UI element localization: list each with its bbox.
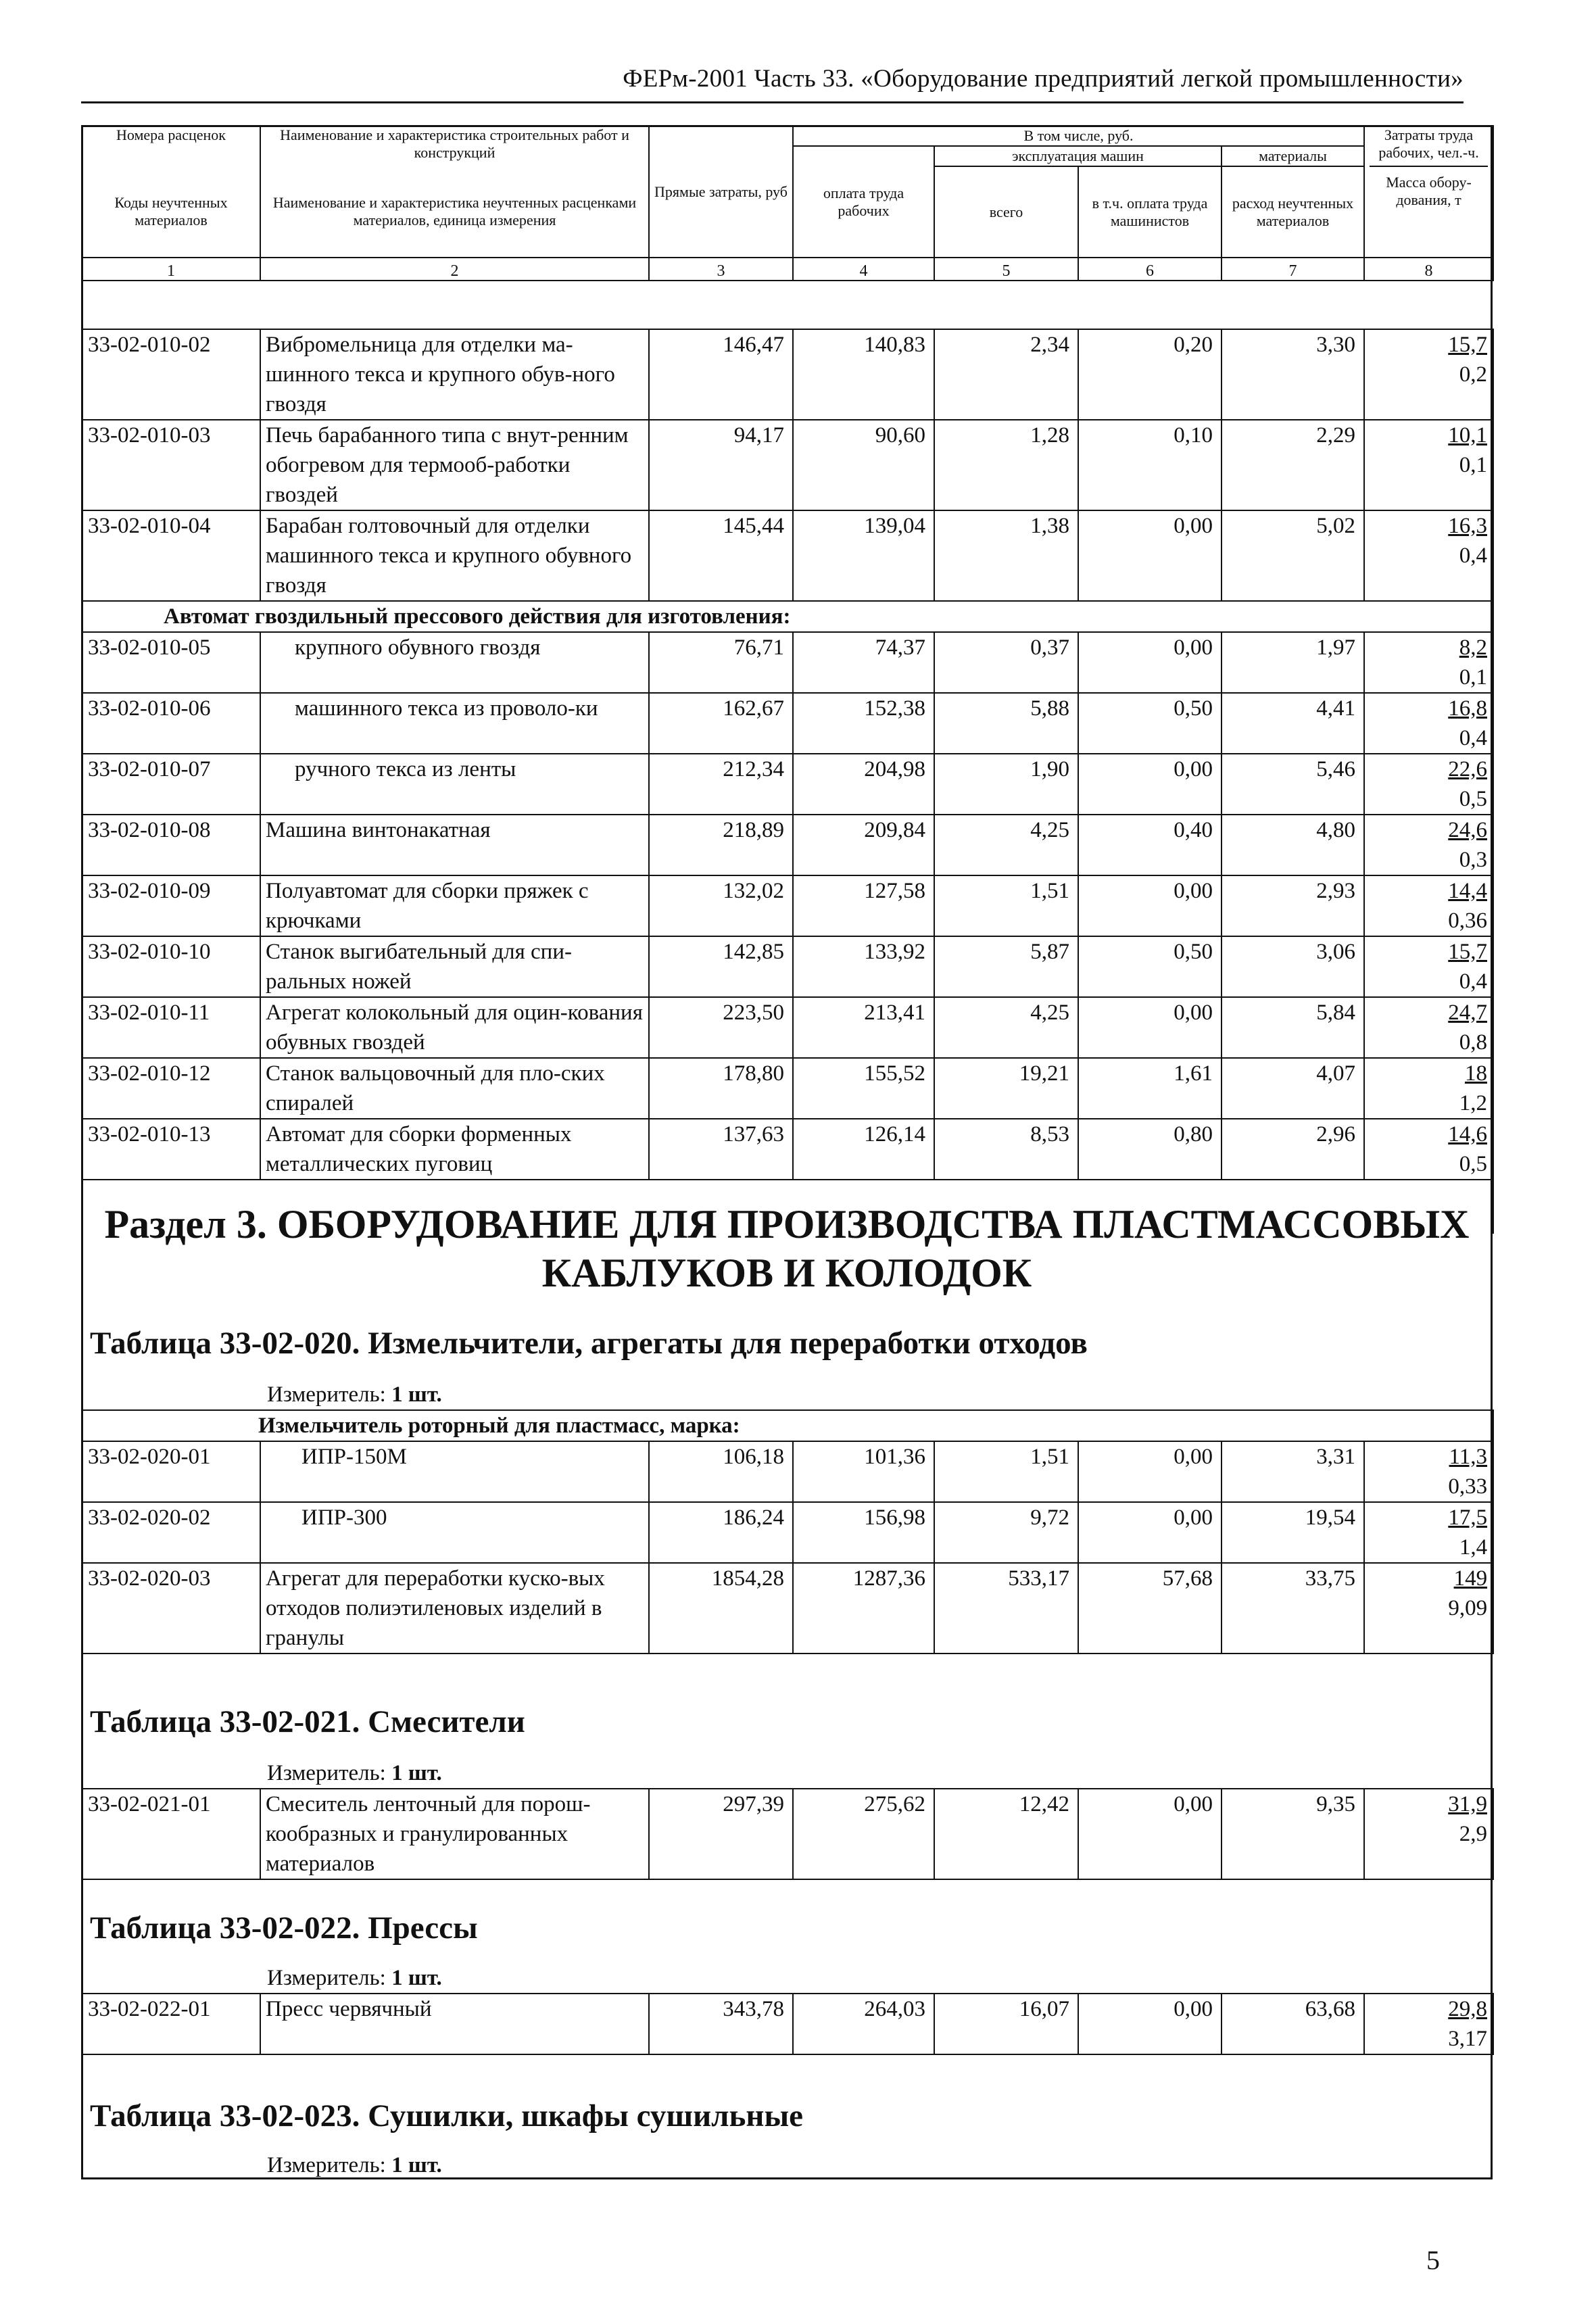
machines-total: 1,51 [934, 875, 1078, 936]
equipment-mass: 0,8 [1459, 1030, 1487, 1055]
materials-cost: 2,96 [1222, 1119, 1364, 1180]
labor-mass-cell [1364, 997, 1493, 1058]
mass-label: Масса обору-дования, т [1386, 174, 1472, 208]
equipment-mass: 0,5 [1459, 787, 1487, 811]
work-name: Вибромельница для отделки ма-шинного текса и крупного обув-ного гвоздя [260, 329, 649, 420]
column-number: 3 [649, 258, 793, 281]
labor-pay: 1287,36 [793, 1563, 934, 1654]
work-name: Машина винтонакатная [260, 815, 649, 875]
machinist-pay: 0,00 [1078, 875, 1222, 936]
direct-costs: 146,47 [649, 329, 793, 420]
labor-hours: 11,3 [1449, 1445, 1488, 1469]
column-number: 1 [82, 258, 260, 281]
measure-022 [267, 1966, 442, 1991]
work-name: Полуавтомат для сборки пряжек с крючками [260, 875, 649, 936]
machines-total: 1,28 [934, 420, 1078, 510]
rate-code: 33-02-010-04 [82, 510, 260, 601]
labor-hours: 8,2 [1459, 635, 1487, 660]
materials-cost: 33,75 [1222, 1563, 1364, 1654]
running-header: ФЕРм-2001 Часть 33. «Оборудование предприятий легкой промышленности» [623, 65, 1464, 93]
unaccounted-materials-label: расход неучтенных материалов [1222, 166, 1364, 258]
labor-pay: 140,83 [793, 329, 934, 420]
rate-code: 33-02-010-12 [82, 1058, 260, 1119]
labor-hours: 22,6 [1448, 757, 1487, 781]
direct-costs: 186,24 [649, 1502, 793, 1563]
rate-code: 33-02-010-03 [82, 420, 260, 510]
machinist-pay: 0,00 [1078, 1441, 1222, 1502]
labor-hours: 15,7 [1448, 333, 1487, 357]
table-row [82, 1789, 1493, 1879]
labor-pay: 126,14 [793, 1119, 934, 1180]
materials-cost: 4,07 [1222, 1058, 1364, 1119]
labor-pay: 74,37 [793, 632, 934, 693]
equipment-mass: 1,4 [1459, 1535, 1488, 1560]
direct-costs: 218,89 [649, 815, 793, 875]
machines-total: 4,25 [934, 815, 1078, 875]
equipment-mass: 0,2 [1459, 362, 1487, 387]
machines-total: 5,88 [934, 693, 1078, 754]
table-row [82, 754, 1493, 815]
machines-total: 4,25 [934, 997, 1078, 1058]
machines-total: 12,42 [934, 1789, 1078, 1879]
materials-cost: 2,29 [1222, 420, 1364, 510]
labor-pay: 155,52 [793, 1058, 934, 1119]
section-title-line: Раздел 3. ОБОРУДОВАНИЕ ДЛЯ ПРОИЗВОДСТВА ПЛАСТМАССОВЫХ [104, 1202, 1470, 1247]
table-row [82, 1441, 1493, 1502]
in-total-label: В том числе, руб. [793, 126, 1364, 146]
materials-label: материалы [1222, 146, 1364, 166]
labor-pay: 101,36 [793, 1441, 934, 1502]
rate-code: 33-02-010-08 [82, 815, 260, 875]
machinist-pay: 0,40 [1078, 815, 1222, 875]
rate-code: 33-02-010-10 [82, 936, 260, 997]
measure-021 [267, 1761, 442, 1786]
machinist-pay: 0,00 [1078, 754, 1222, 815]
materials-cost: 4,80 [1222, 815, 1364, 875]
col1-bottom-label: Коды неучтенных материалов [82, 166, 260, 258]
group-heading: Автомат гвоздильный прессового действия для изготовления: [82, 601, 1493, 632]
labor-hours: 18 [1465, 1061, 1487, 1086]
machines-total: 1,38 [934, 510, 1078, 601]
equipment-mass: 3,17 [1448, 2027, 1487, 2051]
direct-costs: 1854,28 [649, 1563, 793, 1654]
materials-cost: 9,35 [1222, 1789, 1364, 1879]
labor-hours: 17,5 [1448, 1505, 1488, 1530]
materials-cost: 2,93 [1222, 875, 1364, 936]
col2-top-label: Наименование и характеристика строительных работ и конструкций [260, 126, 649, 166]
machinist-pay: 0,00 [1078, 997, 1222, 1058]
direct-costs: 297,39 [649, 1789, 793, 1879]
table-row [82, 815, 1493, 875]
table-row [82, 1994, 1493, 2054]
rate-code: 33-02-021-01 [82, 1789, 260, 1879]
labor-pay: 133,92 [793, 936, 934, 997]
labor-mass-cell [1364, 329, 1493, 420]
machinist-pay-label: в т.ч. оплата труда машинистов [1078, 166, 1222, 258]
labor-mass-cell [1364, 1119, 1493, 1180]
equipment-mass: 0,4 [1459, 726, 1487, 750]
machinist-pay: 0,10 [1078, 420, 1222, 510]
measure-value: 1 шт. [391, 1761, 442, 1785]
machines-total: 533,17 [934, 1563, 1078, 1654]
machinist-pay: 0,50 [1078, 693, 1222, 754]
labor-pay-label: оплата труда рабочих [793, 146, 934, 258]
labor-pay: 127,58 [793, 875, 934, 936]
labor-hours: 29,8 [1448, 1997, 1487, 2021]
measure-023 [267, 2153, 442, 2178]
labor-mass-cell [1364, 1789, 1493, 1879]
labor-hours-label: Затраты труда рабочих, чел.-ч. [1370, 126, 1488, 167]
rate-code: 33-02-010-05 [82, 632, 260, 693]
table-022-title: Таблица 33-02-022. Прессы [90, 1910, 478, 1946]
measure-label: Измеритель: [267, 1382, 386, 1407]
direct-costs: 137,63 [649, 1119, 793, 1180]
table-020-title: Таблица 33-02-020. Измельчители, агрегаты для переработки отходов [90, 1326, 1088, 1361]
section-3-title [81, 1200, 1493, 1297]
machines-total: 1,51 [934, 1441, 1078, 1502]
work-name: машинного текса из проволо-ки [260, 693, 649, 754]
labor-mass-cell [1364, 936, 1493, 997]
column-number: 4 [793, 258, 934, 281]
machines-total: 19,21 [934, 1058, 1078, 1119]
labor-pay: 209,84 [793, 815, 934, 875]
labor-pay: 139,04 [793, 510, 934, 601]
labor-hours: 10,1 [1448, 423, 1487, 448]
work-name: Барабан голтовочный для отделки машинного текса и крупного обувного гвоздя [260, 510, 649, 601]
column-numbers-row [82, 258, 1493, 281]
column-number: 6 [1078, 258, 1222, 281]
equipment-mass: 0,5 [1459, 1152, 1487, 1176]
equipment-mass: 0,4 [1459, 969, 1487, 994]
machinist-pay: 0,00 [1078, 1789, 1222, 1879]
labor-mass-cell [1364, 1058, 1493, 1119]
table-row [82, 420, 1493, 510]
labor-mass-cell [1364, 1563, 1493, 1654]
labor-mass-label [1364, 126, 1493, 258]
table-33-02-021 [81, 1788, 1494, 1880]
rate-code: 33-02-022-01 [82, 1994, 260, 2054]
machinist-pay: 0,80 [1078, 1119, 1222, 1180]
direct-costs: 94,17 [649, 420, 793, 510]
column-number: 8 [1364, 258, 1493, 281]
labor-hours: 14,4 [1448, 879, 1487, 903]
machines-total: 8,53 [934, 1119, 1078, 1180]
labor-mass-cell [1364, 693, 1493, 754]
materials-cost: 63,68 [1222, 1994, 1364, 2054]
machines-total-label: всего [934, 166, 1078, 258]
direct-costs: 162,67 [649, 693, 793, 754]
machines-label: эксплуатация машин [934, 146, 1222, 166]
direct-costs: 178,80 [649, 1058, 793, 1119]
labor-mass-cell [1364, 754, 1493, 815]
labor-hours: 16,8 [1448, 696, 1487, 721]
table-row [82, 875, 1493, 936]
section-title-line: КАБЛУКОВ И КОЛОДОК [541, 1251, 1032, 1295]
table-row [82, 632, 1493, 693]
labor-pay: 275,62 [793, 1789, 934, 1879]
work-name: ручного текса из ленты [260, 754, 649, 815]
machines-total: 0,37 [934, 632, 1078, 693]
table-33-02-020 [81, 1409, 1494, 1654]
direct-costs: 142,85 [649, 936, 793, 997]
materials-cost: 1,97 [1222, 632, 1364, 693]
measure-label: Измеритель: [267, 1761, 386, 1785]
materials-cost: 3,30 [1222, 329, 1364, 420]
work-name: крупного обувного гвоздя [260, 632, 649, 693]
machinist-pay: 57,68 [1078, 1563, 1222, 1654]
materials-cost: 19,54 [1222, 1502, 1364, 1563]
direct-costs: 343,78 [649, 1994, 793, 2054]
table-023-title: Таблица 33-02-023. Сушилки, шкафы сушильные [90, 2098, 804, 2133]
direct-costs: 132,02 [649, 875, 793, 936]
col2-bottom-label: Наименование и характеристика неучтенных расценками материалов, единица измерения [260, 166, 649, 258]
labor-mass-cell [1364, 1502, 1493, 1563]
rate-code: 33-02-020-01 [82, 1441, 260, 1502]
labor-pay: 213,41 [793, 997, 934, 1058]
work-name: ИПР-300 [260, 1502, 649, 1563]
equipment-mass: 0,1 [1459, 665, 1487, 690]
table-row [82, 329, 1493, 420]
materials-cost: 3,06 [1222, 936, 1364, 997]
materials-cost: 4,41 [1222, 693, 1364, 754]
table-row [82, 693, 1493, 754]
labor-mass-cell [1364, 1441, 1493, 1502]
machinist-pay: 0,50 [1078, 936, 1222, 997]
machines-total: 5,87 [934, 936, 1078, 997]
table-021-title: Таблица 33-02-021. Смесители [90, 1704, 525, 1739]
group-heading: Измельчитель роторный для пластмасс, марка: [82, 1410, 1493, 1441]
labor-hours: 24,7 [1448, 1000, 1487, 1025]
rate-code: 33-02-020-02 [82, 1502, 260, 1563]
col3-label: Прямые затраты, руб [649, 126, 793, 258]
rate-code: 33-02-010-11 [82, 997, 260, 1058]
labor-hours: 149 [1453, 1566, 1488, 1591]
labor-mass-cell [1364, 510, 1493, 601]
labor-mass-cell [1364, 632, 1493, 693]
machinist-pay: 0,00 [1078, 1502, 1222, 1563]
direct-costs: 76,71 [649, 632, 793, 693]
column-number: 5 [934, 258, 1078, 281]
labor-mass-cell [1364, 815, 1493, 875]
direct-costs: 223,50 [649, 997, 793, 1058]
labor-pay: 152,38 [793, 693, 934, 754]
materials-cost: 3,31 [1222, 1441, 1364, 1502]
group-heading-row [82, 601, 1493, 632]
measure-label: Измеритель: [267, 2153, 386, 2177]
machines-total: 2,34 [934, 329, 1078, 420]
work-name: Станок выгибательный для спи-ральных ножей [260, 936, 649, 997]
machinist-pay: 0,20 [1078, 329, 1222, 420]
col1-top-label: Номера расценок [82, 126, 260, 166]
machinist-pay: 0,00 [1078, 510, 1222, 601]
rate-code: 33-02-010-02 [82, 329, 260, 420]
materials-cost: 5,84 [1222, 997, 1364, 1058]
labor-mass-cell [1364, 875, 1493, 936]
equipment-mass: 1,2 [1459, 1091, 1487, 1115]
labor-pay: 156,98 [793, 1502, 934, 1563]
direct-costs: 106,18 [649, 1441, 793, 1502]
equipment-mass: 0,33 [1448, 1474, 1488, 1499]
table-33-02-010 [81, 329, 1494, 1234]
column-number: 7 [1222, 258, 1364, 281]
machines-total: 9,72 [934, 1502, 1078, 1563]
rate-code: 33-02-010-07 [82, 754, 260, 815]
rate-code: 33-02-010-06 [82, 693, 260, 754]
labor-pay: 90,60 [793, 420, 934, 510]
group-heading-row [82, 1410, 1493, 1441]
machinist-pay: 1,61 [1078, 1058, 1222, 1119]
machines-total: 1,90 [934, 754, 1078, 815]
labor-hours: 16,3 [1448, 514, 1487, 538]
table-row [82, 1119, 1493, 1180]
labor-hours: 24,6 [1448, 818, 1487, 842]
labor-pay: 264,03 [793, 1994, 934, 2054]
work-name: ИПР-150М [260, 1441, 649, 1502]
table-row [82, 1502, 1493, 1563]
header-rule [81, 101, 1464, 103]
rate-code: 33-02-020-03 [82, 1563, 260, 1654]
measure-value: 1 шт. [391, 2153, 442, 2177]
labor-mass-cell [1364, 420, 1493, 510]
equipment-mass: 0,36 [1448, 909, 1487, 933]
work-name: Автомат для сборки форменных металлических пуговиц [260, 1119, 649, 1180]
materials-cost: 5,02 [1222, 510, 1364, 601]
labor-mass-cell [1364, 1994, 1493, 2054]
table-row [82, 936, 1493, 997]
page-number: 5 [1426, 2245, 1440, 2275]
work-name: Станок вальцовочный для пло-ских спиралей [260, 1058, 649, 1119]
machinist-pay: 0,00 [1078, 1994, 1222, 2054]
column-number: 2 [260, 258, 649, 281]
table-header [81, 125, 1494, 281]
table-row [82, 510, 1493, 601]
equipment-mass: 9,09 [1448, 1596, 1488, 1620]
machines-total: 16,07 [934, 1994, 1078, 2054]
labor-hours: 14,6 [1448, 1122, 1487, 1147]
measure-020 [267, 1382, 442, 1407]
rate-code: 33-02-010-09 [82, 875, 260, 936]
equipment-mass: 0,1 [1459, 453, 1487, 477]
table-row [82, 1563, 1493, 1654]
work-name: Агрегат колокольный для оцин-кования обувных гвоздей [260, 997, 649, 1058]
table-33-02-022 [81, 1993, 1494, 2055]
equipment-mass: 0,4 [1459, 544, 1487, 568]
measure-value: 1 шт. [391, 1382, 442, 1407]
labor-pay: 204,98 [793, 754, 934, 815]
rate-code: 33-02-010-13 [82, 1119, 260, 1180]
labor-hours: 15,7 [1448, 940, 1487, 964]
equipment-mass: 0,3 [1459, 848, 1487, 872]
direct-costs: 212,34 [649, 754, 793, 815]
equipment-mass: 2,9 [1459, 1822, 1487, 1846]
labor-hours: 31,9 [1448, 1792, 1487, 1816]
materials-cost: 5,46 [1222, 754, 1364, 815]
work-name: Печь барабанного типа с внут-ренним обогревом для термооб-работки гвоздей [260, 420, 649, 510]
table-row [82, 997, 1493, 1058]
measure-label: Измеритель: [267, 1966, 386, 1990]
work-name: Агрегат для переработки куско-вых отходов полиэтиленовых изделий в гранулы [260, 1563, 649, 1654]
table-row [82, 1058, 1493, 1119]
work-name: Пресс червячный [260, 1994, 649, 2054]
work-name: Смеситель ленточный для порош-кообразных и гранулированных материалов [260, 1789, 649, 1879]
measure-value: 1 шт. [391, 1966, 442, 1990]
direct-costs: 145,44 [649, 510, 793, 601]
machinist-pay: 0,00 [1078, 632, 1222, 693]
